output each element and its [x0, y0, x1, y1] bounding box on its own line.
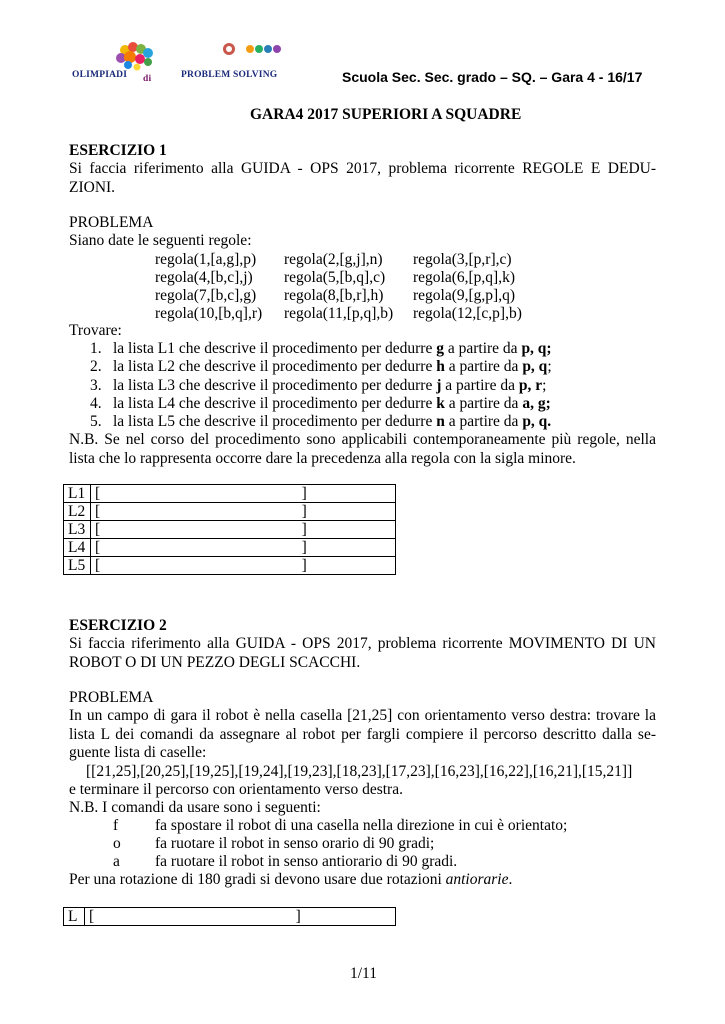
- answer-field[interactable]: [ ]: [91, 503, 396, 521]
- command-key: a: [113, 853, 120, 870]
- rule: regola(9,[g,p],q): [413, 287, 515, 304]
- rule: regola(10,[b,q],r): [155, 305, 263, 322]
- answer-field[interactable]: [ ]: [85, 908, 396, 926]
- ex2-text: In un campo di gara il robot è nella casella [21,25] con orientamento verso destra: trovare la lista L dei comandi da assegnare al robot per fargli compiere il percorso descritto dalla se-guente lista di caselle:: [69, 707, 656, 761]
- rule: regola(4,[b,c],j): [155, 269, 253, 286]
- ex2-terminate: e terminare il percorso con orientamento verso destra.: [69, 781, 403, 798]
- rule: regola(12,[c,p],b): [413, 305, 522, 322]
- command-key: o: [113, 835, 121, 852]
- rule: regola(2,[g,j],n): [284, 251, 383, 268]
- table-row: [64, 557, 396, 575]
- ex1-heading: ESERCIZIO 1: [69, 142, 167, 159]
- rule: regola(8,[b,r],h): [284, 287, 384, 304]
- command-desc: fa ruotare il robot in senso antiorario di 90 gradi.: [155, 853, 458, 870]
- table-row: [64, 539, 396, 557]
- answer-label: L4: [64, 539, 91, 557]
- table-row: [64, 908, 396, 926]
- logo-left-text: OLIMPIADI: [72, 70, 128, 80]
- ex2-nb: N.B. I comandi da usare sono i seguenti:: [69, 799, 321, 816]
- rule: regola(3,[p,r],c): [413, 251, 512, 268]
- ex1-answer-table: [63, 484, 396, 575]
- rule: regola(1,[a,g],p): [155, 251, 257, 268]
- ex2-answer-table: [63, 907, 396, 926]
- rule: regola(11,[p,q],b): [284, 305, 394, 322]
- page-title: GARA4 2017 SUPERIORI A SQUADRE: [250, 106, 522, 123]
- ex1-rules-intro: Siano date le seguenti regole:: [69, 232, 252, 249]
- answer-field[interactable]: [ ]: [91, 485, 396, 503]
- table-row: [64, 485, 396, 503]
- page-number: 1/11: [350, 965, 377, 982]
- command-desc: fa spostare il robot di una casella nella direzione in cui è orientato;: [155, 817, 568, 834]
- answer-field[interactable]: [ ]: [91, 539, 396, 557]
- answer-label: L: [64, 908, 85, 926]
- answer-label: L5: [64, 557, 91, 575]
- logo-right-text: PROBLEM SOLVING: [181, 70, 278, 80]
- table-row: [64, 521, 396, 539]
- ex1-nb: N.B. Se nel corso del procedimento sono applicabili contemporaneamente più regole, nella lista che lo rappresenta occorre dare la precedenza alla regola con la sigla minore.: [69, 431, 656, 467]
- answer-label: L1: [64, 485, 91, 503]
- ex2-heading: ESERCIZIO 2: [69, 617, 167, 634]
- table-row: [64, 503, 396, 521]
- rule: regola(5,[b,q],c): [284, 269, 386, 286]
- ex2-path: [[21,25],[20,25],[19,25],[19,24],[19,23],[18,23],[17,23],[16,23],[16,22],[16,21],[15,21]]: [86, 763, 633, 780]
- ops-logo-icon: [95, 40, 185, 72]
- ex2-intro: Si faccia riferimento alla GUIDA - OPS 2017, problema ricorrente MOVIMENTO DI UN ROBOT O DI UN PEZZO DEGLI SCACCHI.: [69, 635, 656, 671]
- ex1-find-label: Trovare:: [69, 322, 122, 339]
- logo-di-text: di: [143, 74, 152, 84]
- answer-field[interactable]: [ ]: [91, 521, 396, 539]
- command-desc: fa ruotare il robot in senso orario di 90 gradi;: [155, 835, 435, 852]
- ex2-rotation-note: Per una rotazione di 180 gradi si devono usare due rotazioni antiorarie.: [69, 871, 513, 888]
- rule: regola(7,[b,c],g): [155, 287, 257, 304]
- school-line: Scuola Sec. Sec. grado – SQ. – Gara 4 - 16/17: [342, 69, 643, 85]
- answer-field[interactable]: [ ]: [91, 557, 396, 575]
- answer-label: L2: [64, 503, 91, 521]
- ex1-intro: Si faccia riferimento alla GUIDA - OPS 2017, problema ricorrente REGOLE E DEDU-ZIONI.: [69, 160, 656, 196]
- command-key: f: [113, 817, 119, 834]
- rule: regola(6,[p,q],k): [413, 269, 515, 286]
- answer-label: L3: [64, 521, 91, 539]
- ex1-problem-label: PROBLEMA: [69, 214, 154, 231]
- ministry-emblem-icon: [222, 42, 282, 56]
- ex2-problem-label: PROBLEMA: [69, 689, 154, 706]
